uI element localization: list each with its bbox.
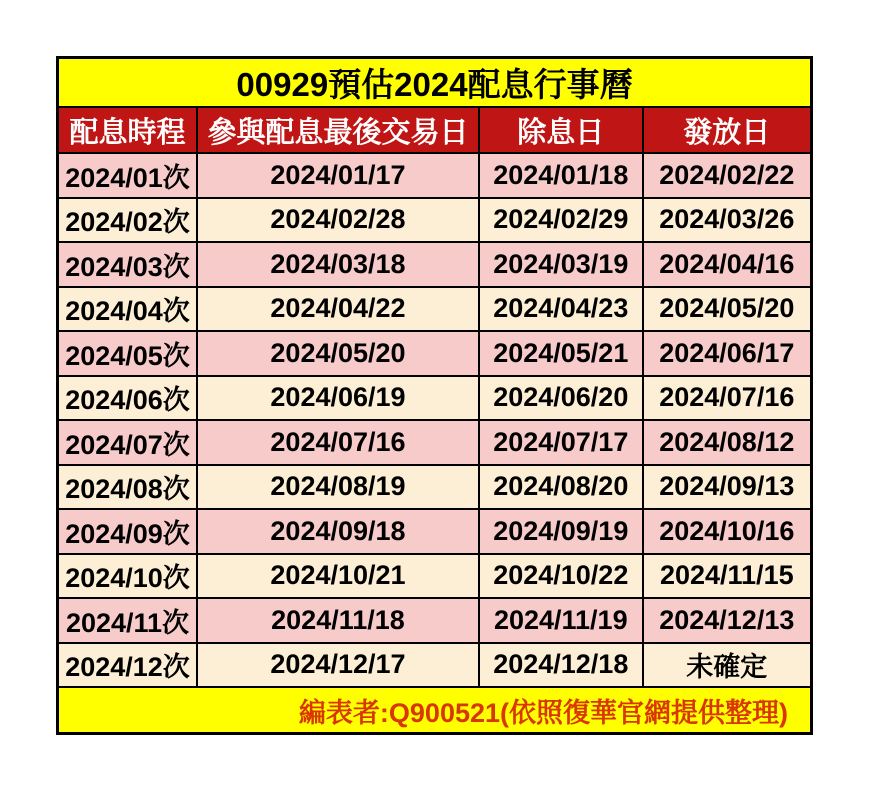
table-title: 00929預估2024配息行事曆 <box>58 58 812 108</box>
table-row <box>58 465 812 510</box>
cell-r4-c2: 2024/04/22 <box>197 287 479 332</box>
table-footer-credit: 編表者:Q900521(依照復華官網提供整理) <box>58 687 812 734</box>
cell-r10-c1: 2024/10次 <box>58 554 197 599</box>
cell-r12-c4: 未確定 <box>643 643 812 688</box>
cell-r6-c2: 2024/06/19 <box>197 376 479 421</box>
cell-r3-c3: 2024/03/19 <box>479 242 643 287</box>
cell-r2-c4: 2024/03/26 <box>643 198 812 243</box>
cell-r1-c1: 2024/01次 <box>58 153 197 198</box>
table-row <box>58 331 812 376</box>
cell-r5-c3: 2024/05/21 <box>479 331 643 376</box>
column-header-4: 發放日 <box>643 107 812 153</box>
cell-r10-c3: 2024/10/22 <box>479 554 643 599</box>
cell-r11-c2: 2024/11/18 <box>197 598 479 643</box>
header-row <box>58 107 812 153</box>
cell-r4-c3: 2024/04/23 <box>479 287 643 332</box>
footer-row <box>58 687 812 734</box>
cell-r1-c3: 2024/01/18 <box>479 153 643 198</box>
cell-r1-c2: 2024/01/17 <box>197 153 479 198</box>
cell-r6-c4: 2024/07/16 <box>643 376 812 421</box>
table-row <box>58 198 812 243</box>
cell-r8-c4: 2024/09/13 <box>643 465 812 510</box>
column-header-1: 配息時程 <box>58 107 197 153</box>
cell-r9-c3: 2024/09/19 <box>479 509 643 554</box>
cell-r8-c2: 2024/08/19 <box>197 465 479 510</box>
cell-r9-c4: 2024/10/16 <box>643 509 812 554</box>
cell-r11-c4: 2024/12/13 <box>643 598 812 643</box>
cell-r7-c4: 2024/08/12 <box>643 420 812 465</box>
title-row <box>58 58 812 108</box>
cell-r10-c2: 2024/10/21 <box>197 554 479 599</box>
table-row <box>58 598 812 643</box>
cell-r9-c2: 2024/09/18 <box>197 509 479 554</box>
table-row <box>58 509 812 554</box>
cell-r4-c1: 2024/04次 <box>58 287 197 332</box>
cell-r12-c1: 2024/12次 <box>58 643 197 688</box>
cell-r12-c3: 2024/12/18 <box>479 643 643 688</box>
cell-r11-c3: 2024/11/19 <box>479 598 643 643</box>
table-row <box>58 376 812 421</box>
cell-r6-c3: 2024/06/20 <box>479 376 643 421</box>
table-row <box>58 153 812 198</box>
table-row <box>58 242 812 287</box>
cell-r2-c3: 2024/02/29 <box>479 198 643 243</box>
cell-r4-c4: 2024/05/20 <box>643 287 812 332</box>
cell-r5-c4: 2024/06/17 <box>643 331 812 376</box>
cell-r7-c1: 2024/07次 <box>58 420 197 465</box>
cell-r12-c2: 2024/12/17 <box>197 643 479 688</box>
column-header-2: 參與配息最後交易日 <box>197 107 479 153</box>
cell-r5-c2: 2024/05/20 <box>197 331 479 376</box>
cell-r8-c3: 2024/08/20 <box>479 465 643 510</box>
table-row <box>58 287 812 332</box>
table-body <box>58 153 812 687</box>
cell-r2-c2: 2024/02/28 <box>197 198 479 243</box>
cell-r10-c4: 2024/11/15 <box>643 554 812 599</box>
cell-r3-c4: 2024/04/16 <box>643 242 812 287</box>
column-header-3: 除息日 <box>479 107 643 153</box>
cell-r11-c1: 2024/11次 <box>58 598 197 643</box>
cell-r6-c1: 2024/06次 <box>58 376 197 421</box>
cell-r3-c2: 2024/03/18 <box>197 242 479 287</box>
cell-r1-c4: 2024/02/22 <box>643 153 812 198</box>
cell-r8-c1: 2024/08次 <box>58 465 197 510</box>
table-row <box>58 643 812 688</box>
cell-r5-c1: 2024/05次 <box>58 331 197 376</box>
table-row <box>58 420 812 465</box>
cell-r2-c1: 2024/02次 <box>58 198 197 243</box>
cell-r7-c3: 2024/07/17 <box>479 420 643 465</box>
cell-r7-c2: 2024/07/16 <box>197 420 479 465</box>
cell-r3-c1: 2024/03次 <box>58 242 197 287</box>
dividend-calendar-table <box>56 56 813 735</box>
table-row <box>58 554 812 599</box>
cell-r9-c1: 2024/09次 <box>58 509 197 554</box>
